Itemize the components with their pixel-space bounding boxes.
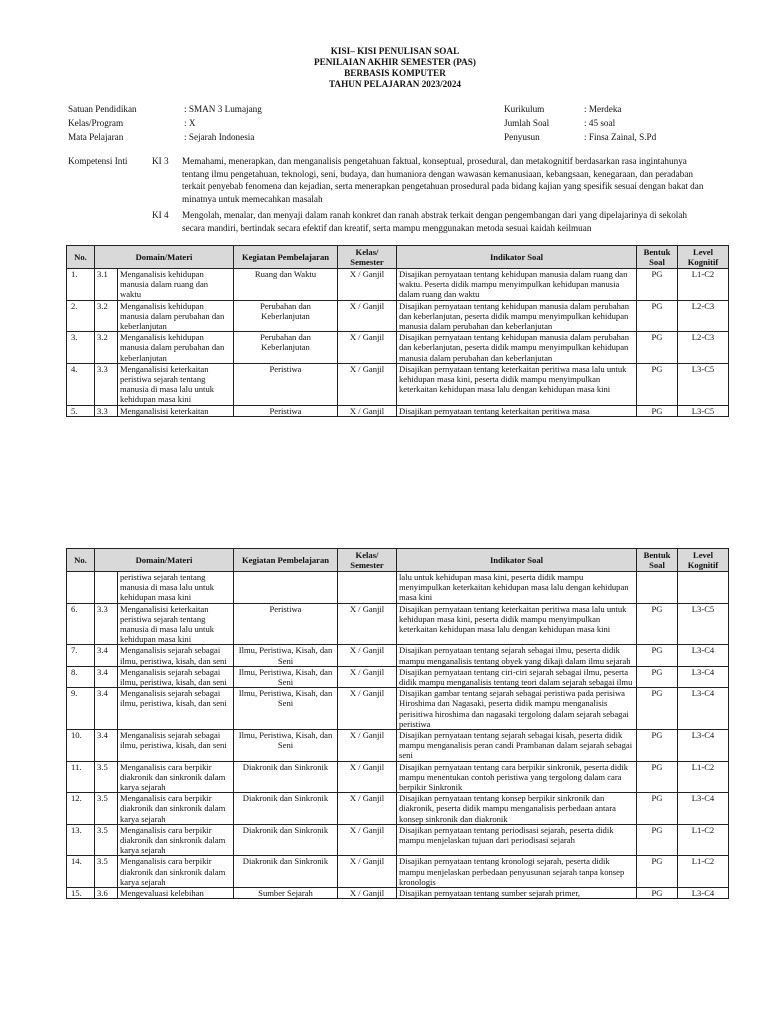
cell-no: 10. <box>67 730 95 762</box>
meta-label: Penyusun <box>504 132 540 142</box>
meta-row <box>68 130 262 144</box>
cell-kegiatan: Diakronik dan Sinkronik <box>234 793 338 825</box>
table-row <box>67 688 729 730</box>
cell-bentuk: PG <box>637 793 678 825</box>
kompetensi-inti <box>68 155 708 234</box>
cell-no: 9. <box>67 688 95 730</box>
col-bentuk: Bentuk Soal <box>637 246 678 269</box>
ki3-code: KI 3 <box>152 156 169 166</box>
meta-row <box>504 116 656 130</box>
meta-value: : Finsa Zainal, S.Pd <box>584 132 657 142</box>
table-row <box>67 645 729 666</box>
table-row <box>67 405 729 416</box>
cell-indikator: Disajikan pernyataan tentang sejarah sebagai kisah, peserta didik mampu menganalisis peran candi Prambanan dalam sejarah sebagai seni <box>397 730 637 762</box>
cell-indikator: Disajikan pernyataan tentang kehidupan manusia dalam ruang dan waktu. Peserta didik mampu menyimpulkan kehidupan manusia dalam ruang dan waktu <box>397 269 637 301</box>
cell-kd: 3.1 <box>95 269 118 301</box>
cell-bentuk: PG <box>637 405 678 416</box>
title-line-1: KISI– KISI PENULISAN SOAL <box>330 46 460 56</box>
col-no: No. <box>67 549 95 572</box>
table-row <box>67 856 729 888</box>
table-row <box>67 300 729 332</box>
cell-bentuk: PG <box>637 363 678 405</box>
meta-value: : SMAN 3 Lumajang <box>184 104 262 114</box>
col-kegiatan: Kegiatan Pembelajaran <box>234 246 338 269</box>
cell-level: L2-C3 <box>678 300 729 332</box>
meta-label: Satuan Pendidikan <box>68 104 137 114</box>
cell-kelas: X / Ganjil <box>338 603 397 645</box>
cell-kd: 3.3 <box>95 603 118 645</box>
cell-kelas: X / Ganjil <box>338 793 397 825</box>
cell-indikator: Disajikan pernyataan tentang ciri-ciri sejarah sebagai ilmu, peserta didik mampu menganalisis tentang teori dalam sejarah sebagai ilmu <box>397 666 637 687</box>
cell-domain: Menganalisis sejarah sebagai ilmu, peristiwa, kisah, dan seni <box>118 688 234 730</box>
cell-kegiatan: Ilmu, Peristiwa, Kisah, dan Seni <box>234 730 338 762</box>
cell-kelas <box>338 572 397 604</box>
cell-bentuk: PG <box>637 645 678 666</box>
cell-no: 2. <box>67 300 95 332</box>
ki4-block <box>68 209 708 234</box>
cell-level: L3-C5 <box>678 363 729 405</box>
cell-kelas: X / Ganjil <box>338 856 397 888</box>
cell-bentuk: PG <box>637 300 678 332</box>
table-row <box>67 761 729 793</box>
cell-indikator: Disajikan pernyataan tentang keterkaitan peritiwa masa <box>397 405 637 416</box>
cell-kegiatan: Ruang dan Waktu <box>234 269 338 301</box>
ki3-block <box>68 155 708 205</box>
cell-bentuk: PG <box>637 666 678 687</box>
col-no: No. <box>67 246 95 269</box>
cell-kelas: X / Ganjil <box>338 888 397 899</box>
table-row <box>67 572 729 604</box>
cell-domain: Menganalisis sejarah sebagai ilmu, peristiwa, kisah, dan seni <box>118 666 234 687</box>
col-bentuk: Bentuk Soal <box>637 549 678 572</box>
ki4-text: Mengolah, menalar, dan menyaji dalam ranah konkret dan ranah abstrak terkait dengan pengembangan dari yang dipelajarinya di sekolah secara mandiri, bertindak secara efektif dan kreatif, serta mampu menggunakan metoda sesuai kaidah keilmuan <box>182 210 688 233</box>
cell-domain: Menganalisisi keterkaitan peristiwa sejarah tentang manusia di masa lalu untuk kehidupan masa kini <box>118 603 234 645</box>
cell-domain: peristiwa sejarah tentang manusia di masa lalu untuk kehidupan masa kini <box>118 572 234 604</box>
cell-kegiatan: Ilmu, Peristiwa, Kisah, dan Seni <box>234 688 338 730</box>
cell-kegiatan <box>234 572 338 604</box>
cell-no: 11. <box>67 761 95 793</box>
identity-right <box>504 102 656 144</box>
cell-kegiatan: Diakronik dan Sinkronik <box>234 761 338 793</box>
cell-level: L1-C2 <box>678 824 729 856</box>
cell-indikator: Disajikan pernyataan tentang kehidupan manusia dalam perubahan dan keberlanjutan, peserta didik mampu menyimpulkan kehidupan manusia dalam perubahan dan keberlanjutan <box>397 300 637 332</box>
cell-indikator: Disajikan pernyataan tentang kronologi sejarah, peserta didik mampu menjelaskan perbedaan penyusunan sejarah tanpa konsep kronologis <box>397 856 637 888</box>
cell-level: L1-C2 <box>678 761 729 793</box>
cell-kegiatan: Diakronik dan Sinkronik <box>234 856 338 888</box>
cell-kelas: X / Ganjil <box>338 645 397 666</box>
cell-indikator: Disajikan pernyataan tentang sejarah sebagai ilmu, peserta didik mampu menganalisis tentang obyek yang dikaji dalam ilmu sejarah <box>397 645 637 666</box>
cell-kelas: X / Ganjil <box>338 405 397 416</box>
cell-bentuk <box>637 572 678 604</box>
title-line-4: TAHUN PELAJARAN 2023/2024 <box>328 79 462 89</box>
col-domain: Domain/Materi <box>95 549 234 572</box>
cell-kd: 3.3 <box>95 363 118 405</box>
cell-kegiatan: Peristiwa <box>234 363 338 405</box>
col-kelas: Kelas/ Semester <box>338 246 397 269</box>
cell-kd: 3.5 <box>95 761 118 793</box>
meta-row <box>504 130 656 144</box>
table-row <box>67 793 729 825</box>
cell-kelas: X / Ganjil <box>338 666 397 687</box>
ki4-code: KI 4 <box>152 210 169 220</box>
cell-domain: Menganalisis kehidupan manusia dalam ruang dan waktu <box>118 269 234 301</box>
cell-kelas: X / Ganjil <box>338 332 397 364</box>
table-row <box>67 603 729 645</box>
cell-kd: 3.6 <box>95 888 118 899</box>
cell-domain: Menganalisis cara berpikir diakronik dan sinkronik dalam karya sejarah <box>118 761 234 793</box>
cell-indikator: Disajikan pernyataan tentang cara berpikir sinkronik, peserta didik mampu menentukan contoh peristiwa yang tergolong dalam cara berpikir Sinkronik <box>397 761 637 793</box>
table-header-row <box>67 549 729 572</box>
kisi-table-2 <box>66 548 729 899</box>
meta-label: Kurikulum <box>504 104 545 114</box>
cell-domain: Menganalisis sejarah sebagai ilmu, peristiwa, kisah, dan seni <box>118 645 234 666</box>
cell-no: 5. <box>67 405 95 416</box>
cell-no: 3. <box>67 332 95 364</box>
cell-kegiatan: Peristiwa <box>234 603 338 645</box>
col-indikator: Indikator Soal <box>397 246 637 269</box>
table-row <box>67 666 729 687</box>
cell-kd: 3.2 <box>95 332 118 364</box>
title-line-2: PENILAIAN AKHIR SEMESTER (PAS) <box>314 57 476 67</box>
table-row <box>67 824 729 856</box>
col-kegiatan: Kegiatan Pembelajaran <box>234 549 338 572</box>
cell-no: 12. <box>67 793 95 825</box>
cell-level: L3-C4 <box>678 688 729 730</box>
cell-domain: Menganalisis sejarah sebagai ilmu, peristiwa, kisah, dan seni <box>118 730 234 762</box>
identity-left <box>68 102 262 144</box>
cell-kelas: X / Ganjil <box>338 730 397 762</box>
cell-bentuk: PG <box>637 888 678 899</box>
cell-bentuk: PG <box>637 730 678 762</box>
meta-row <box>68 102 262 116</box>
cell-kelas: X / Ganjil <box>338 688 397 730</box>
meta-value: : 45 soal <box>584 118 616 128</box>
cell-kegiatan: Peristiwa <box>234 405 338 416</box>
cell-domain: Menganalisis cara berpikir diakronik dan sinkronik dalam karya sejarah <box>118 856 234 888</box>
cell-level: L1-C2 <box>678 856 729 888</box>
table-row <box>67 363 729 405</box>
kompetensi-label: Kompetensi Inti <box>68 156 128 166</box>
cell-kd: 3.5 <box>95 856 118 888</box>
meta-label: Mata Pelajaran <box>68 132 124 142</box>
col-level: Level Kognitif <box>678 246 729 269</box>
meta-value: : Sejarah Indonesia <box>184 132 255 142</box>
cell-kegiatan: Diakronik dan Sinkronik <box>234 824 338 856</box>
cell-domain: Menganalisis cara berpikir diakronik dan sinkronik dalam karya sejarah <box>118 824 234 856</box>
cell-indikator: Disajikan pernyataan tentang kehidupan manusia dalam perubahan dan keberlanjutan, peserta didik mampu menyimpulkan kehidupan manusia dalam perubahan dan keberlanjutan <box>397 332 637 364</box>
meta-label: Kelas/Program <box>68 118 124 128</box>
title-line-3: BERBASIS KOMPUTER <box>344 68 446 78</box>
cell-no: 4. <box>67 363 95 405</box>
cell-level: L1-C2 <box>678 269 729 301</box>
cell-kegiatan: Sumber Sejarah <box>234 888 338 899</box>
cell-bentuk: PG <box>637 603 678 645</box>
meta-row <box>68 116 262 130</box>
ki3-text: Memahami, menerapkan, dan menganalisis pengetahuan faktual, konseptual, prosedural, dan metakognitif berdasarkan rasa ingintahunya tentang ilmu pengetahuan, teknologi, seni, budaya, dan humaniora dengan wawasan kemanusiaan, kebangsaan, kenegaraan, dan peradaban terkait penyebab fenomena dan kejadian, serta menerapkan pengetahuan prosedural pada bidang kajian yang spesifik sesuai dengan bakat dan minatnya untuk memecahkan masalah <box>182 156 704 204</box>
cell-indikator: Disajikan gambar tentang sejarah sebagai peristiwa pada perisiwa Hiroshima dan Nagasaki, peserta didik mampu menganalisis perisitiwa hiroshima dan nagasaki tergolong dalam sejarah sebagai peristiwa <box>397 688 637 730</box>
table-row <box>67 888 729 899</box>
cell-kegiatan: Perubahan dan Keberlanjutan <box>234 332 338 364</box>
cell-no: 14. <box>67 856 95 888</box>
cell-indikator: Disajikan pernyataan tentang keterkaitan peritiwa masa lalu untuk kehidupan masa kini, peserta didik mampu menyimpulkan keterkaitan kehidupan masa lalu dengan kehidupan masa kini <box>397 603 637 645</box>
cell-domain: Mengevaluasi kelebihan <box>118 888 234 899</box>
meta-value: : Merdeka <box>584 104 622 114</box>
cell-no: 6. <box>67 603 95 645</box>
cell-level: L3-C5 <box>678 405 729 416</box>
cell-kd: 3.4 <box>95 730 118 762</box>
cell-kd: 3.4 <box>95 688 118 730</box>
cell-kelas: X / Ganjil <box>338 300 397 332</box>
cell-indikator: Disajikan pernyataan tentang keterkaitan peritiwa masa lalu untuk kehidupan masa kini, peserta didik mampu menyimpulkan keterkaitan kehidupan masa lalu dengan kehidupan masa kini <box>397 363 637 405</box>
cell-no: 15. <box>67 888 95 899</box>
cell-no <box>67 572 95 604</box>
cell-domain: Menganalisis cara berpikir diakronik dan sinkronik dalam karya sejarah <box>118 793 234 825</box>
cell-indikator: lalu untuk kehidupan masa kini, peserta didik mampu menyimpulkan keterkaitan kehidupan masa lalu dengan kehidupan masa kini <box>397 572 637 604</box>
cell-no: 7. <box>67 645 95 666</box>
cell-kd: 3.4 <box>95 666 118 687</box>
cell-indikator: Disajikan pernyataan tentang periodisasi sejarah, peserta didik mampu menjelaskan tujuan dari periodisasi sejarah <box>397 824 637 856</box>
cell-domain: Menganalisis kehidupan manusia dalam perubahan dan keberlanjutan <box>118 332 234 364</box>
cell-level: L3-C4 <box>678 666 729 687</box>
table-header-row <box>67 246 729 269</box>
cell-bentuk: PG <box>637 332 678 364</box>
cell-no: 13. <box>67 824 95 856</box>
cell-kd: 3.3 <box>95 405 118 416</box>
cell-bentuk: PG <box>637 269 678 301</box>
cell-domain: Menganalisisi keterkaitan <box>118 405 234 416</box>
cell-kd <box>95 572 118 604</box>
cell-level: L3-C4 <box>678 645 729 666</box>
table-row <box>67 269 729 301</box>
cell-no: 8. <box>67 666 95 687</box>
cell-kd: 3.5 <box>95 824 118 856</box>
cell-domain: Menganalisisi keterkaitan peristiwa sejarah tentang manusia di masa lalu untuk kehidupan masa kini <box>118 363 234 405</box>
cell-kelas: X / Ganjil <box>338 269 397 301</box>
table-row <box>67 332 729 364</box>
cell-bentuk: PG <box>637 761 678 793</box>
cell-indikator: Disajikan pernyataan tentang sumber sejarah primer, <box>397 888 637 899</box>
col-level: Level Kognitif <box>678 549 729 572</box>
cell-bentuk: PG <box>637 688 678 730</box>
cell-kelas: X / Ganjil <box>338 363 397 405</box>
cell-kd: 3.5 <box>95 793 118 825</box>
col-indikator: Indikator Soal <box>397 549 637 572</box>
document-title <box>0 46 768 90</box>
cell-bentuk: PG <box>637 856 678 888</box>
meta-value: : X <box>184 118 196 128</box>
cell-level: L2-C3 <box>678 332 729 364</box>
cell-kd: 3.2 <box>95 300 118 332</box>
cell-level <box>678 572 729 604</box>
cell-level: L3-C4 <box>678 730 729 762</box>
cell-kd: 3.4 <box>95 645 118 666</box>
cell-kegiatan: Ilmu, Peristiwa, Kisah, dan Seni <box>234 666 338 687</box>
cell-level: L3-C4 <box>678 793 729 825</box>
kisi-table-1 <box>66 245 729 417</box>
cell-level: L3-C4 <box>678 888 729 899</box>
meta-label: Jumlah Soal <box>504 118 550 128</box>
cell-kegiatan: Perubahan dan Keberlanjutan <box>234 300 338 332</box>
cell-domain: Menganalisis kehidupan manusia dalam perubahan dan keberlanjutan <box>118 300 234 332</box>
cell-bentuk: PG <box>637 824 678 856</box>
cell-kegiatan: Ilmu, Peristiwa, Kisah, dan Seni <box>234 645 338 666</box>
table-row <box>67 730 729 762</box>
cell-kelas: X / Ganjil <box>338 824 397 856</box>
cell-indikator: Disajikan pernyataan tentang konsep berpikir sinkronik dan diakronik, peserta didik mampu menganalisis perbedaan antara konsep sinkronik dan diakronik <box>397 793 637 825</box>
cell-kelas: X / Ganjil <box>338 761 397 793</box>
cell-no: 1. <box>67 269 95 301</box>
meta-row <box>504 102 656 116</box>
cell-level: L3-C5 <box>678 603 729 645</box>
col-kelas: Kelas/ Semester <box>338 549 397 572</box>
col-domain: Domain/Materi <box>95 246 234 269</box>
